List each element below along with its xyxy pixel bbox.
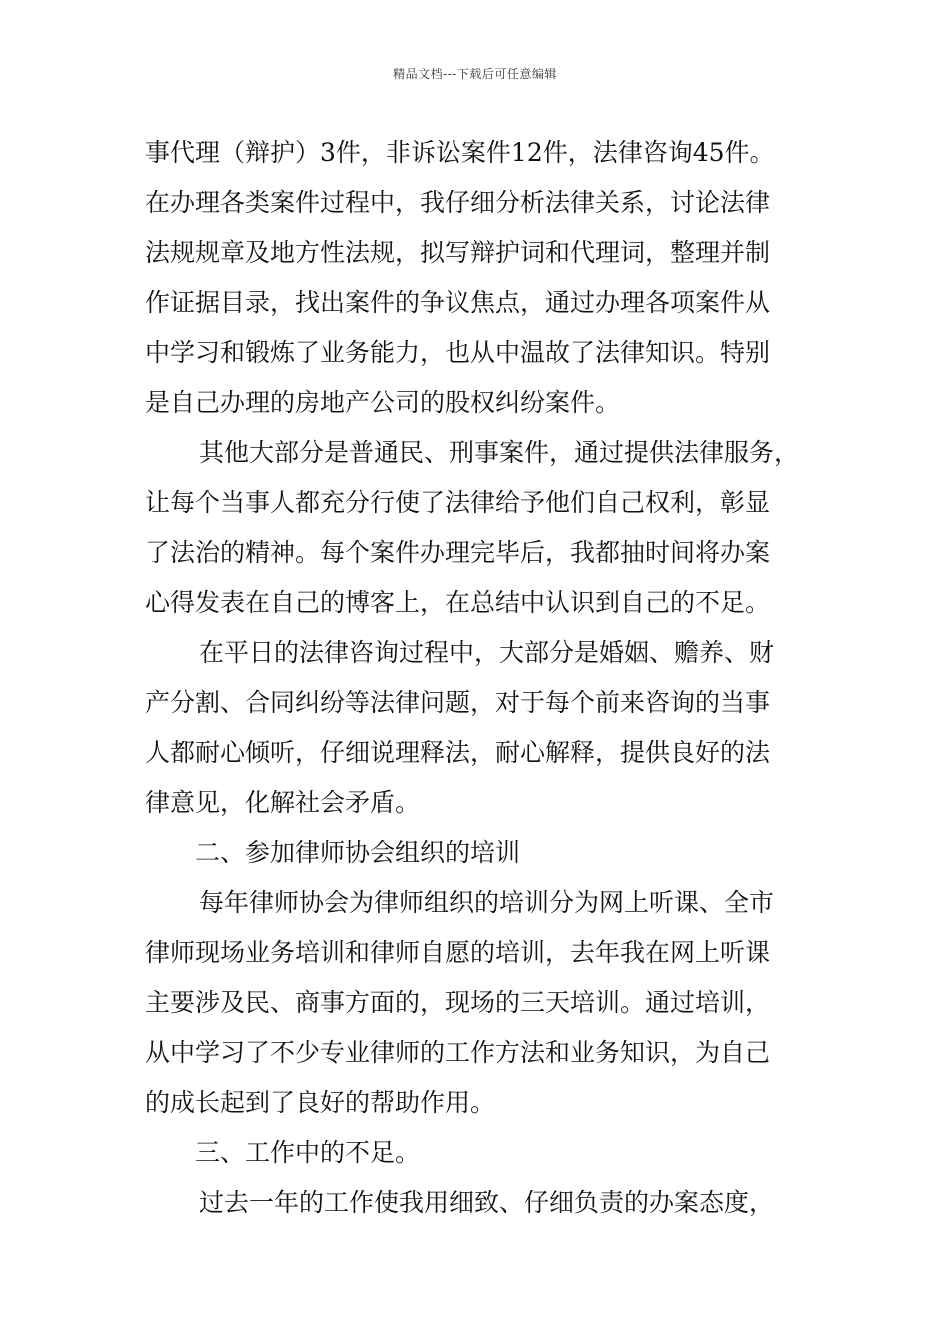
text-line: 心得发表在自己的博客上，在总结中认识到自己的不足。 xyxy=(145,588,771,617)
section-heading: 二、参加律师协会组织的培训 xyxy=(195,838,521,867)
text-line: 作证据目录，找出案件的争议焦点，通过办理各项案件从 xyxy=(145,288,771,317)
text-line: 人都耐心倾听，仔细说理释法，耐心解释，提供良好的法 xyxy=(145,738,771,767)
text-line: 的成长起到了良好的帮助作用。 xyxy=(145,1088,496,1117)
section-heading: 三、工作中的不足。 xyxy=(195,1138,421,1167)
text-line: 从中学习了不少专业律师的工作方法和业务知识，为自己 xyxy=(145,1038,771,1067)
text-line: 事代理（辩护）3件，非诉讼案件12件，法律咨询45件。 xyxy=(145,138,775,167)
page-header: 精品文档---下载后可任意编辑 xyxy=(393,67,557,81)
text-line: 产分割、合同纠纷等法律问题，对于每个前来咨询的当事 xyxy=(145,688,771,717)
paragraph-start-line: 在平日的法律咨询过程中，大部分是婚姻、赡养、财 xyxy=(199,638,775,667)
text-line: 在办理各类案件过程中，我仔细分析法律关系，讨论法律 xyxy=(145,188,771,217)
text-line: 主要涉及民、商事方面的，现场的三天培训。通过培训， xyxy=(145,988,771,1017)
text-line: 律师现场业务培训和律师自愿的培训，去年我在网上听课 xyxy=(145,938,771,967)
paragraph-start-line: 过去一年的工作使我用细致、仔细负责的办案态度， xyxy=(199,1188,775,1217)
text-line: 让每个当事人都充分行使了法律给予他们自己权利，彰显 xyxy=(145,488,771,517)
text-line: 法规规章及地方性法规，拟写辩护词和代理词，整理并制 xyxy=(145,238,771,267)
paragraph-start-line: 每年律师协会为律师组织的培训分为网上听课、全市 xyxy=(199,888,775,917)
paragraph-start-line: 其他大部分是普通民、刑事案件，通过提供法律服务， xyxy=(199,438,800,467)
document-body xyxy=(145,128,815,1228)
text-line: 律意见，化解社会矛盾。 xyxy=(145,788,421,817)
text-line: 是自己办理的房地产公司的股权纠纷案件。 xyxy=(145,388,621,417)
text-line: 中学习和锻炼了业务能力，也从中温故了法律知识。特别 xyxy=(145,338,771,367)
text-line: 了法治的精神。每个案件办理完毕后，我都抽时间将办案 xyxy=(145,538,771,567)
